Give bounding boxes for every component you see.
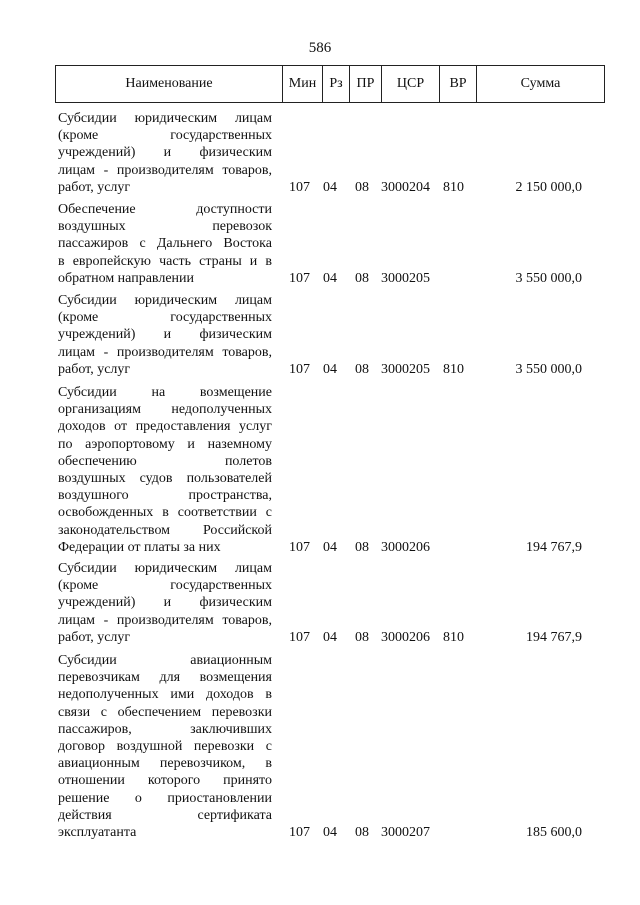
row-name-line: учреждений) и физическим <box>58 145 272 161</box>
row-sum: 194 767,9 <box>526 629 582 645</box>
header-pr: ПР <box>349 66 381 102</box>
row-name-line: по аэропортовому и наземному <box>58 436 272 452</box>
row-name-line: лицам - производителям товаров, <box>58 344 272 360</box>
row-min: 107 <box>289 629 310 645</box>
header-sum: Сумма <box>476 66 604 102</box>
row-name-line: Обеспечение доступности <box>58 202 272 217</box>
table-row <box>0 110 640 196</box>
row-vr: 810 <box>443 179 464 195</box>
row-rz: 04 <box>323 825 337 840</box>
row-name-line: работ, услуг <box>58 361 131 377</box>
row-name <box>58 384 272 556</box>
row-name-line: (кроме государственных <box>58 310 272 326</box>
row-name-line: Субсидии юридическим лицам <box>58 293 272 308</box>
table-header <box>55 65 605 103</box>
row-name-line: в европейскую часть страны и в <box>58 253 272 269</box>
row-name-line: учреждений) и физическим <box>58 595 272 611</box>
row-name-line: учреждений) и физическим <box>58 327 272 343</box>
row-pr: 08 <box>355 629 369 645</box>
row-name-line: работ, услуг <box>58 179 131 195</box>
row-pr: 08 <box>355 539 369 555</box>
row-name-line: перевозчикам для возмещения <box>58 670 272 686</box>
row-name-line: пассажиров с Дальнего Востока <box>58 236 272 252</box>
row-name-line: отношении которого принято <box>58 773 272 789</box>
row-pr: 08 <box>355 825 369 840</box>
table-row <box>0 292 640 378</box>
row-name-line: решение о приостановлении <box>58 790 272 806</box>
row-name-line: воздушных судов пользователей <box>58 470 272 486</box>
row-name-line: договор воздушной перевозки с <box>58 738 272 754</box>
row-name-line: Субсидии юридическим лицам <box>58 561 272 576</box>
row-name-line: Субсидии юридическим лицам <box>58 111 272 126</box>
header-min: Мин <box>282 66 322 102</box>
row-name-line: действия сертификата <box>58 807 272 823</box>
row-sum: 3 550 000,0 <box>515 361 582 377</box>
row-rz: 04 <box>323 270 337 286</box>
row-name-line: воздушных перевозок <box>58 219 272 235</box>
row-csr: 3000206 <box>381 539 430 555</box>
row-rz: 04 <box>323 179 337 195</box>
row-min: 107 <box>289 361 310 377</box>
row-name-line: лицам - производителям товаров, <box>58 162 272 178</box>
row-name-line: работ, услуг <box>58 629 131 645</box>
row-name <box>58 560 272 646</box>
row-pr: 08 <box>355 270 369 286</box>
row-vr: 810 <box>443 629 464 645</box>
row-name-line: законодательством Российской <box>58 522 272 538</box>
header-rz: Рз <box>322 66 349 102</box>
row-sum: 3 550 000,0 <box>515 270 582 286</box>
page-number: 586 <box>308 40 332 56</box>
header-vr: ВР <box>439 66 476 102</box>
row-min: 107 <box>289 179 310 195</box>
row-name-line: обратном направлении <box>58 270 195 286</box>
header-name: Наименование <box>125 76 213 91</box>
row-name-line: доходов от предоставления услуг <box>58 419 272 435</box>
row-min: 107 <box>289 270 310 286</box>
row-name-line: обеспечению полетов <box>58 453 272 469</box>
table-row <box>0 652 640 841</box>
row-csr: 3000205 <box>381 361 430 377</box>
row-name-line: Субсидии на возмещение <box>58 385 272 400</box>
row-name-line: воздушного пространства, <box>58 488 272 504</box>
row-name <box>58 652 272 841</box>
row-name-line: недополученных ими доходов в <box>58 687 272 703</box>
row-csr: 3000206 <box>381 629 430 645</box>
row-name-line: лицам - производителям товаров, <box>58 612 272 628</box>
row-sum: 2 150 000,0 <box>515 179 582 195</box>
row-name <box>58 110 272 196</box>
row-name-line: Субсидии авиационным <box>58 653 272 668</box>
row-name-line: организациям недополученных <box>58 402 272 418</box>
row-vr: 810 <box>443 361 464 377</box>
row-pr: 08 <box>355 361 369 377</box>
row-sum: 194 767,9 <box>526 539 582 555</box>
row-pr: 08 <box>355 179 369 195</box>
row-name-line: авиационным перевозчиком, в <box>58 756 272 772</box>
row-name-line: пассажиров, заключивших <box>58 721 272 737</box>
row-csr: 3000204 <box>381 179 430 195</box>
row-min: 107 <box>289 825 310 840</box>
row-name-line: (кроме государственных <box>58 578 272 594</box>
row-name-line: освобожденных в соответствии с <box>58 505 272 521</box>
row-sum: 185 600,0 <box>526 825 582 840</box>
row-rz: 04 <box>323 629 337 645</box>
table-row <box>0 560 640 646</box>
table-row <box>0 384 640 556</box>
row-csr: 3000207 <box>381 825 430 840</box>
row-name-line: эксплуатанта <box>58 824 137 840</box>
header-csr: ЦСР <box>381 66 439 102</box>
row-name <box>58 292 272 378</box>
row-name-line: (кроме государственных <box>58 128 272 144</box>
row-csr: 3000205 <box>381 270 430 286</box>
row-name-line: связи с обеспечением перевозки <box>58 704 272 720</box>
row-min: 107 <box>289 539 310 555</box>
row-rz: 04 <box>323 361 337 377</box>
row-rz: 04 <box>323 539 337 555</box>
row-name-line: Федерации от платы за них <box>58 539 221 555</box>
row-name <box>58 201 272 287</box>
table-row <box>0 201 640 287</box>
